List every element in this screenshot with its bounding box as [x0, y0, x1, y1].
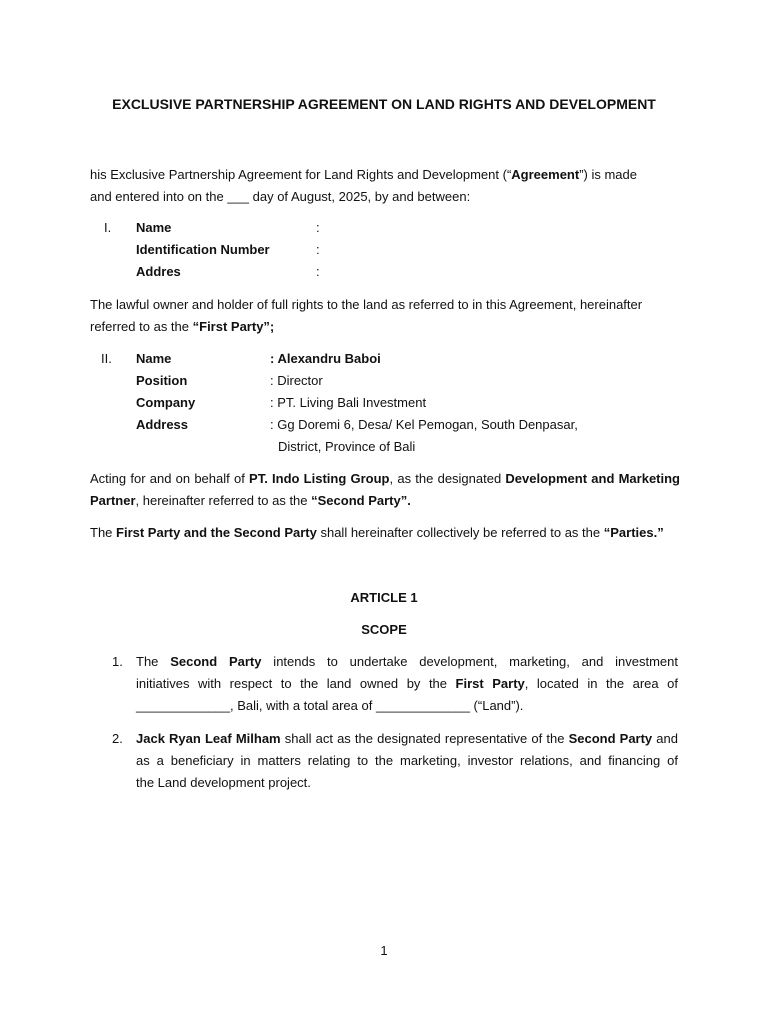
party-2-company-value: : PT. Living Bali Investment	[270, 395, 427, 410]
party-1-id-label: Identification Number	[136, 242, 270, 257]
party-1-number: I.	[104, 220, 112, 235]
party-2-address-label: Address	[136, 417, 189, 432]
intro-line-1: his Exclusive Partnership Agreement for Land Rights and Development (“Agreement”) is made	[90, 167, 637, 182]
item-2-text: Jack Ryan Leaf Milham shall act as the designated representative of the Second Party and as a beneficiary in matters relating to the marketing, investor relations, and financing of the Land development project.	[136, 731, 678, 790]
party-1-name-value: :	[316, 220, 320, 235]
article-subheading: SCOPE	[361, 622, 407, 637]
party-1-address-label: Addres	[136, 264, 181, 279]
party-2-position-label: Position	[136, 373, 188, 388]
item-2-number: 2.	[112, 731, 123, 746]
item-1-number: 1.	[112, 654, 123, 669]
party-2-description: Acting for and on behalf of PT. Indo Listing Group, as the designated Development and Marketing Partner, hereinafter referred to as the “Second Party”.	[90, 471, 681, 508]
party-2-name-label: Name	[136, 351, 172, 366]
party-1-address-value: :	[316, 264, 320, 279]
party-1-id-value: :	[316, 242, 320, 257]
item-1-text: The Second Party intends to undertake development, marketing, and investment initiatives with respect to the land owned by the First Party, located in the area of _____________, Bali, with a total area of _____________ (“Land”).	[136, 654, 678, 713]
intro-paragraph	[90, 164, 680, 208]
party-1-name-label: Name	[136, 220, 172, 235]
party-2-address-value: : Gg Doremi 6, Desa/ Kel Pemogan, South Denpasar,	[270, 417, 578, 432]
party-2-position-value: : Director	[270, 373, 323, 388]
parties-definition: The First Party and the Second Party shall hereinafter collectively be referred to as the “Parties.”	[90, 525, 664, 540]
page-number: 1	[380, 943, 388, 958]
party-1-description: The lawful owner and holder of full rights to the land as referred to in this Agreement, hereinafter referred to as the “First Party”;	[90, 297, 643, 334]
party-2-address-continued: District, Province of Bali	[278, 439, 416, 454]
party-2-name-value: : Alexandru Baboi	[270, 351, 381, 366]
document-title: EXCLUSIVE PARTNERSHIP AGREEMENT ON LAND RIGHTS AND DEVELOPMENT	[112, 96, 656, 112]
article-heading: ARTICLE 1	[350, 590, 418, 605]
intro-line-2: and entered into on the ___ day of August, 2025, by and between:	[90, 189, 471, 204]
party-2-number: II.	[101, 351, 112, 366]
party-2-company-label: Company	[136, 395, 196, 410]
